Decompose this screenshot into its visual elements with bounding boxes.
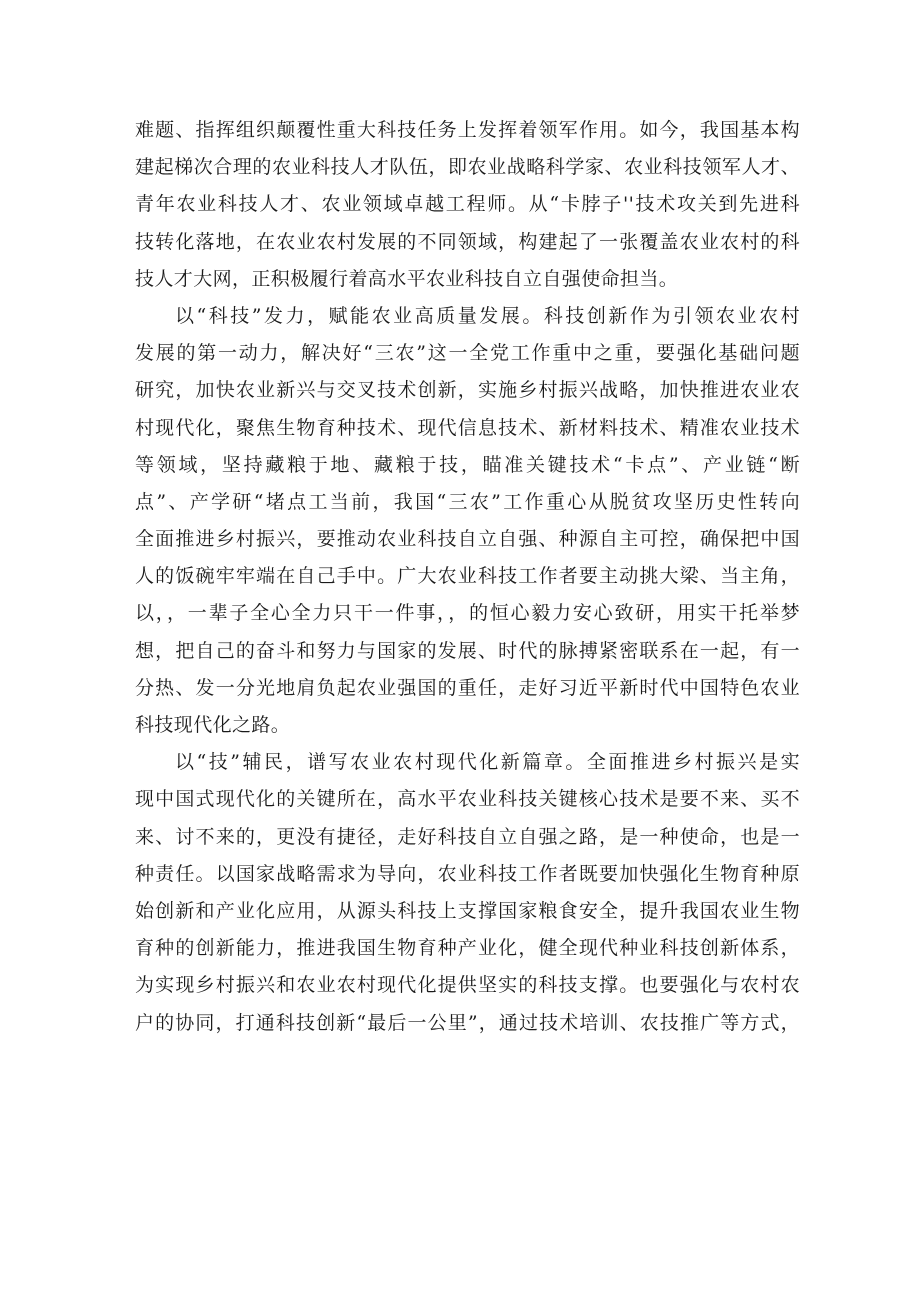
text-line: 人的饭碗牢牢端在自己手中。广大农业科技工作者要主动挑大梁、当主角， [135,565,800,588]
text-line: 户的协同，打通科技创新“最后一公里”，通过技术培训、农技推广等方式， [135,1011,800,1034]
text-line: 育种的创新能力，推进我国生物育种产业化，健全现代种业科技创新体系， [135,937,800,960]
text-line: 以“技”辅民，谱写农业农村现代化新篇章。全面推进乡村振兴是实 [175,751,800,774]
text-line: 研究，加快农业新兴与交叉技术创新，实施乡村振兴战略，加快推进农业农 [135,379,800,402]
text-line: 建起梯次合理的农业科技人才队伍，即农业战略科学家、农业科技领军人才、 [135,156,800,179]
text-line: 种责任。以国家战略需求为导向，农业科技工作者既要加快强化生物育种原 [135,862,800,885]
text-line: 以，，一辈子全心全力只干一件事，，的恒心毅力安心致研，用实干托举梦 [135,602,800,625]
text-line: 始创新和产业化应用，从源头科技上支撑国家粮食安全，提升我国农业生物 [135,899,800,922]
paragraph-2 [135,298,800,744]
text-line: 村现代化，聚焦生物育种技术、现代信息技术、新材料技术、精准农业技术 [135,416,800,439]
text-line: 来、讨不来的，更没有捷径，走好科技自立自强之路，是一种使命，也是一 [135,825,800,848]
text-line: 想，把自己的奋斗和努力与国家的发展、时代的脉搏紧密联系在一起，有一 [135,639,800,662]
text-line: 技人才大网，正积极履行着高水平农业科技自立自强使命担当。 [135,267,679,290]
text-line: 以“科技”发力，赋能农业高质量发展。科技创新作为引领农业农村 [175,304,800,327]
text-line: 现中国式现代化的关键所在，高水平农业科技关键核心技术是要不来、买不 [135,788,800,811]
paragraph-1 [135,112,800,298]
text-line: 难题、指挥组织颠覆性重大科技任务上发挥着领军作用。如今，我国基本构 [135,119,800,141]
text-line: 点”、产学研“堵点工当前，我国“三农”工作重心从脱贫攻坚历史性转向 [135,490,800,513]
paragraph-3 [135,744,800,1042]
text-line: 发展的第一动力，解决好“三农”这一全党工作重中之重，要强化基础问题 [135,342,800,365]
text-line: 分热、发一分光地肩负起农业强国的重任，走好习近平新时代中国特色农业 [135,676,800,699]
text-line: 青年农业科技人才、农业领域卓越工程师。从“卡脖子''技术攻关到先进科 [135,193,800,216]
text-line: 为实现乡村振兴和农业农村现代化提供坚实的科技支撑。也要强化与农村农 [135,974,800,997]
text-line: 科技现代化之路。 [135,714,291,736]
text-line: 全面推进乡村振兴，要推动农业科技自立自强、种源自主可控，确保把中国 [135,528,800,551]
text-line: 技转化落地，在农业农村发展的不同领域，构建起了一张覆盖农业农村的科 [135,230,800,253]
document-body [135,112,800,1042]
text-line: 等领域，坚持藏粮于地、藏粮于技，瞄准关键技术“卡点”、产业链“断 [135,453,800,476]
